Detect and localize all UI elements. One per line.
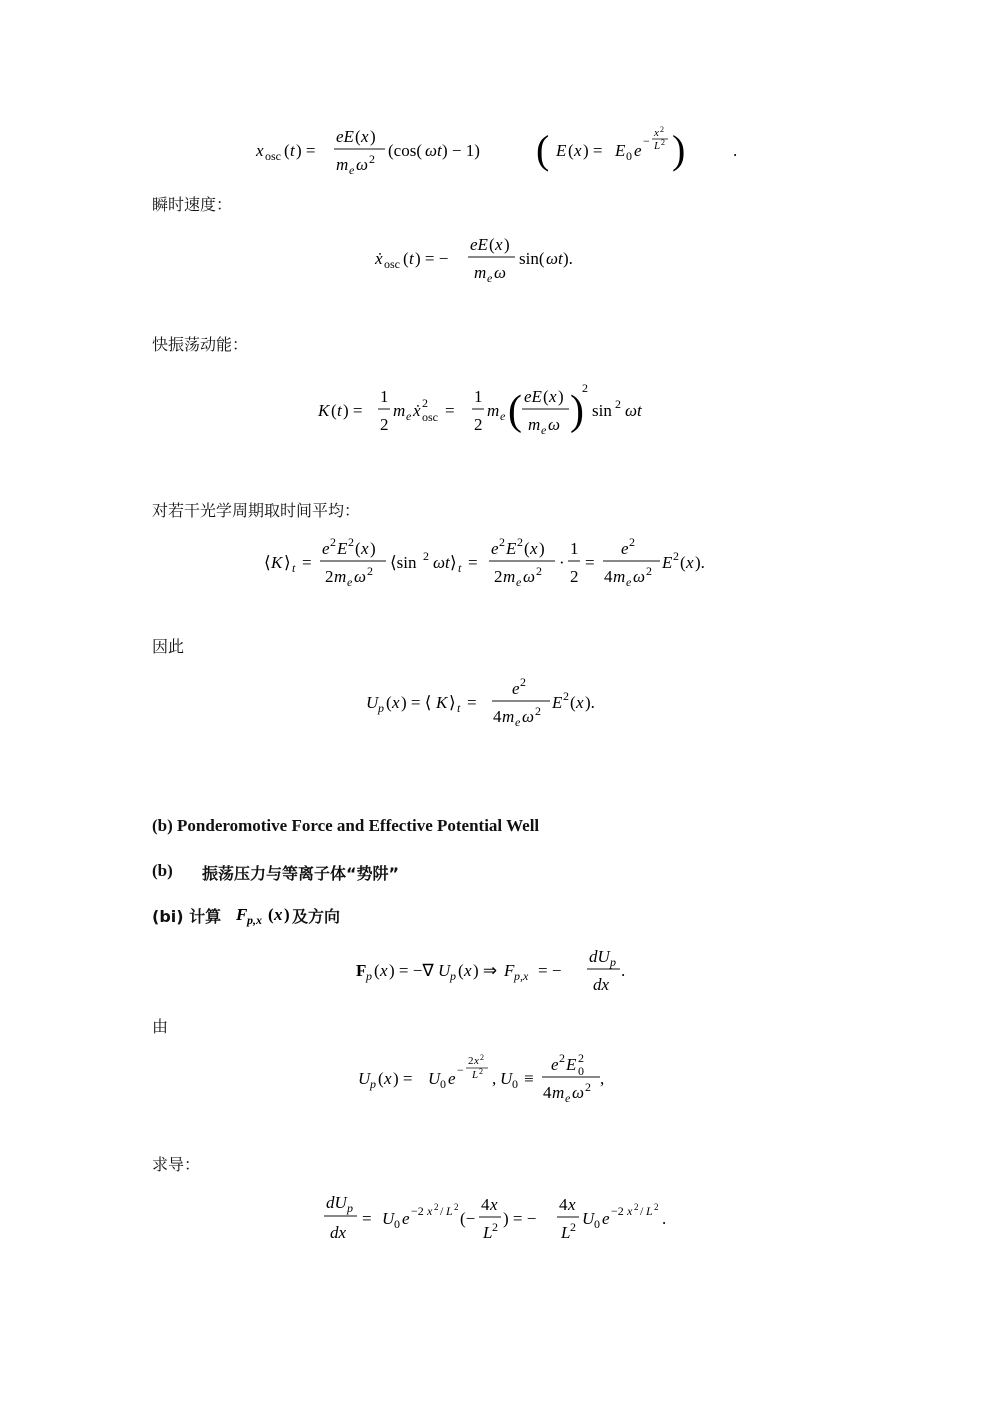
svg-text:2: 2: [660, 125, 664, 134]
svg-text:sin(: sin(: [519, 249, 545, 268]
svg-text:F: F: [236, 905, 248, 924]
svg-text:⟨: ⟨: [264, 553, 271, 572]
svg-text:−: −: [457, 1063, 464, 1077]
svg-text:t: t: [409, 249, 414, 268]
svg-text:2: 2: [480, 1053, 484, 1062]
svg-text:m: m: [528, 415, 541, 434]
svg-text:(: (: [268, 905, 274, 924]
svg-text:e: e: [322, 539, 330, 558]
svg-text:) =: ) =: [343, 401, 363, 420]
svg-text:/: /: [640, 1204, 644, 1218]
svg-text:2: 2: [348, 535, 354, 549]
svg-text:): ): [370, 127, 376, 146]
svg-text:2: 2: [492, 1220, 498, 1234]
svg-text:m: m: [552, 1083, 565, 1102]
svg-text:(: (: [331, 401, 337, 420]
svg-text:t: t: [337, 401, 342, 420]
svg-text:U: U: [358, 1069, 371, 1088]
svg-text:E: E: [552, 693, 563, 712]
svg-text:x: x: [427, 1204, 433, 1218]
svg-text:1: 1: [380, 387, 389, 406]
svg-text:): ): [558, 387, 564, 406]
svg-text:) =: ) =: [296, 141, 316, 160]
svg-text:m: m: [487, 401, 500, 420]
svg-text:(: (: [568, 141, 574, 160]
svg-text:osc: osc: [384, 257, 400, 271]
svg-text:(: (: [489, 235, 495, 254]
svg-text:F: F: [356, 961, 367, 980]
svg-text:/: /: [440, 1204, 444, 1218]
svg-text:ω: ω: [548, 415, 561, 434]
svg-text:2: 2: [479, 1067, 483, 1076]
svg-text:m: m: [502, 707, 515, 726]
svg-text:osc: osc: [265, 149, 281, 163]
svg-text:⟩: ⟩: [284, 553, 291, 572]
svg-text:x: x: [274, 905, 283, 924]
svg-text:.: .: [621, 961, 626, 980]
svg-text:) = −: ) = −: [415, 249, 449, 268]
svg-text:0: 0: [578, 1064, 584, 1078]
svg-text:e: e: [402, 1209, 410, 1228]
svg-text:e: e: [565, 1091, 571, 1105]
svg-text:2: 2: [422, 396, 428, 410]
svg-text:(: (: [374, 961, 380, 980]
equation-derivative: [0, 1186, 992, 1250]
equation-potential-gaussian: [0, 1048, 992, 1108]
heading-bi-suffix: 及方向: [292, 907, 341, 926]
svg-text:): ): [672, 127, 686, 172]
svg-text:x: x: [380, 961, 388, 980]
svg-text:2: 2: [582, 381, 588, 395]
svg-text:x: x: [686, 553, 694, 572]
svg-text:ω: ω: [494, 263, 507, 282]
svg-text:ẋ: ẋ: [375, 249, 383, 268]
svg-text:.: .: [662, 1209, 667, 1228]
svg-text:(: (: [355, 539, 361, 558]
svg-text:): ): [370, 539, 376, 558]
svg-text:U: U: [500, 1069, 513, 1088]
svg-text:E: E: [506, 539, 517, 558]
equation-velocity: [0, 228, 992, 288]
svg-text:L: L: [646, 1204, 653, 1218]
svg-text:ω: ω: [354, 567, 367, 586]
svg-text:L: L: [472, 1069, 479, 1081]
svg-text:(cos(: (cos(: [388, 141, 422, 160]
svg-text:e: e: [551, 1055, 559, 1074]
svg-text:x: x: [530, 539, 538, 558]
svg-text:2: 2: [536, 564, 542, 578]
svg-text:eE: eE: [524, 387, 542, 406]
svg-text:2: 2: [570, 567, 579, 586]
svg-text:2: 2: [629, 535, 635, 549]
svg-text:⟨sin: ⟨sin: [390, 553, 417, 572]
svg-text:2: 2: [454, 1202, 459, 1212]
svg-text:4: 4: [543, 1083, 552, 1102]
svg-text:x: x: [490, 1195, 498, 1214]
svg-text:2: 2: [634, 1202, 639, 1212]
svg-text:,: ,: [600, 1069, 605, 1088]
svg-text:(: (: [508, 388, 522, 434]
svg-text:F: F: [504, 961, 515, 980]
svg-text:U: U: [438, 961, 451, 980]
svg-text:2: 2: [494, 567, 503, 586]
svg-text:) = −: ) = −: [503, 1209, 537, 1228]
svg-text:): ): [284, 905, 290, 924]
svg-text:ẋ: ẋ: [413, 401, 421, 420]
svg-text:x: x: [576, 693, 584, 712]
svg-text:m: m: [393, 401, 406, 420]
svg-text:⟩: ⟩: [450, 553, 457, 572]
heading-b-english: (b) Ponderomotive Force and Effective Potential Well: [152, 816, 540, 835]
svg-text:(: (: [403, 249, 409, 268]
svg-text:1: 1: [570, 539, 579, 558]
svg-text:2: 2: [578, 1051, 584, 1065]
equation-force: [0, 942, 992, 998]
svg-text:U: U: [582, 1209, 595, 1228]
svg-text:ω: ω: [633, 567, 646, 586]
svg-text:ω: ω: [522, 707, 535, 726]
heading-bi-prefix: (bi) 计算: [152, 907, 222, 926]
svg-text:= −: = −: [538, 961, 562, 980]
svg-text:p: p: [610, 955, 616, 969]
svg-text:ω: ω: [572, 1083, 585, 1102]
svg-text:t: t: [458, 561, 462, 575]
svg-text:p,x: p,x: [514, 969, 529, 983]
svg-text:,: ,: [492, 1069, 497, 1088]
svg-text:E: E: [556, 141, 567, 160]
svg-text:p: p: [378, 701, 384, 715]
svg-text:=: =: [467, 693, 477, 712]
svg-text:e: e: [406, 409, 412, 423]
svg-text:(: (: [524, 539, 530, 558]
svg-text:) − 1): ) − 1): [442, 141, 480, 160]
svg-text:L: L: [446, 1204, 453, 1218]
svg-text:t: t: [290, 141, 295, 160]
svg-text:e: e: [602, 1209, 610, 1228]
svg-text:) =: ) =: [583, 141, 603, 160]
svg-text:L: L: [654, 140, 661, 152]
equation-x-osc: [0, 118, 992, 178]
svg-text:e: e: [448, 1069, 456, 1088]
svg-text:) ⇒: ) ⇒: [473, 961, 498, 980]
svg-text:U: U: [428, 1069, 441, 1088]
svg-text:0: 0: [394, 1217, 400, 1231]
svg-text:=: =: [445, 401, 455, 420]
svg-text:2: 2: [646, 564, 652, 578]
svg-text:−2: −2: [611, 1204, 624, 1218]
svg-text:ωt: ωt: [625, 401, 642, 420]
svg-text:1: 1: [474, 387, 483, 406]
svg-text:x: x: [392, 693, 400, 712]
svg-text:p,x: p,x: [247, 913, 262, 927]
svg-text:2: 2: [559, 1051, 565, 1065]
svg-text:U: U: [382, 1209, 395, 1228]
svg-text:).: ).: [585, 693, 595, 712]
svg-text:ωt: ωt: [546, 249, 563, 268]
svg-text:(: (: [680, 553, 686, 572]
svg-text:(: (: [355, 127, 361, 146]
svg-text:e: e: [626, 575, 632, 589]
svg-text:E: E: [662, 553, 673, 572]
svg-text:sin: sin: [592, 401, 612, 420]
svg-text:.: .: [733, 141, 738, 160]
svg-text:=: =: [362, 1209, 372, 1228]
svg-text:t: t: [292, 561, 296, 575]
svg-text:=: =: [585, 553, 595, 572]
svg-text:(: (: [543, 387, 549, 406]
svg-text:dU: dU: [589, 947, 610, 966]
svg-text:K: K: [318, 401, 330, 420]
svg-text:0: 0: [594, 1217, 600, 1231]
svg-text:) =: ) =: [393, 1069, 413, 1088]
label-from: 由: [152, 1017, 169, 1036]
svg-text:x: x: [256, 141, 264, 160]
svg-text:) = −∇: ) = −∇: [389, 961, 434, 980]
svg-text:): ): [504, 235, 510, 254]
svg-text:).: ).: [695, 553, 705, 572]
svg-text:2: 2: [570, 1220, 576, 1234]
svg-text:K: K: [436, 693, 448, 712]
heading-b-chinese-prefix: (b): [152, 861, 173, 880]
svg-text:m: m: [334, 567, 347, 586]
svg-text:x: x: [627, 1204, 633, 1218]
svg-text:2: 2: [380, 415, 389, 434]
svg-text:p: p: [450, 969, 456, 983]
svg-text:e: e: [487, 271, 493, 285]
svg-text:p: p: [347, 1201, 353, 1215]
svg-text:x: x: [495, 235, 503, 254]
svg-text:e: e: [500, 409, 506, 423]
svg-text:L: L: [561, 1223, 571, 1242]
label-derivative: 求导：: [152, 1155, 201, 1174]
svg-text:(: (: [536, 127, 550, 172]
equation-ponderomotive-potential: [0, 672, 992, 732]
svg-text:ωt: ωt: [433, 553, 450, 572]
svg-text:E: E: [337, 539, 348, 558]
svg-text:2: 2: [367, 564, 373, 578]
svg-text:x: x: [568, 1195, 576, 1214]
svg-text:2: 2: [369, 152, 375, 166]
svg-text:m: m: [474, 263, 487, 282]
svg-text:x: x: [474, 1055, 479, 1067]
svg-text:2: 2: [654, 1202, 659, 1212]
label-time-average: 对若干光学周期取时间平均：: [152, 501, 361, 520]
svg-text:(: (: [284, 141, 290, 160]
svg-text:x: x: [361, 539, 369, 558]
svg-text:x: x: [464, 961, 472, 980]
svg-text:4: 4: [559, 1195, 568, 1214]
svg-text:U: U: [366, 693, 379, 712]
svg-text:E: E: [566, 1055, 577, 1074]
svg-text:).: ).: [563, 249, 573, 268]
svg-text:E: E: [615, 141, 626, 160]
svg-text:2: 2: [468, 1055, 474, 1067]
svg-text:2: 2: [585, 1080, 591, 1094]
svg-text:ωt: ωt: [425, 141, 442, 160]
svg-text:=: =: [302, 553, 312, 572]
svg-text:0: 0: [512, 1077, 518, 1091]
svg-text:2: 2: [615, 397, 621, 411]
svg-text:m: m: [613, 567, 626, 586]
svg-text:x: x: [361, 127, 369, 146]
svg-text:4: 4: [604, 567, 613, 586]
svg-text:): ): [570, 388, 584, 434]
svg-text:2: 2: [330, 535, 336, 549]
svg-text:t: t: [457, 701, 461, 715]
svg-text:x: x: [574, 141, 582, 160]
svg-text:(: (: [378, 1069, 384, 1088]
svg-text:2: 2: [661, 138, 665, 147]
svg-text:e: e: [491, 539, 499, 558]
svg-text:x: x: [384, 1069, 392, 1088]
svg-text:2: 2: [563, 689, 569, 703]
svg-text:dU: dU: [326, 1193, 347, 1212]
svg-text:0: 0: [626, 149, 632, 163]
svg-text:⟩: ⟩: [449, 693, 456, 712]
svg-text:−2: −2: [411, 1204, 424, 1218]
svg-text:(: (: [386, 693, 392, 712]
svg-text:x: x: [654, 127, 659, 139]
svg-text:e: e: [515, 715, 521, 729]
svg-text:2: 2: [423, 549, 429, 563]
svg-text:(: (: [458, 961, 464, 980]
svg-text:dx: dx: [593, 975, 610, 994]
svg-text:eE: eE: [336, 127, 354, 146]
svg-text:m: m: [503, 567, 516, 586]
svg-text:) = ⟨: ) = ⟨: [401, 693, 432, 712]
svg-text:L: L: [483, 1223, 493, 1242]
svg-text:2: 2: [520, 675, 526, 689]
svg-text:e: e: [516, 575, 522, 589]
svg-text:(−: (−: [460, 1209, 476, 1228]
svg-text:e: e: [347, 575, 353, 589]
label-instant-velocity: 瞬时速度：: [152, 195, 233, 214]
svg-text:−: −: [643, 134, 650, 148]
svg-text:dx: dx: [330, 1223, 347, 1242]
svg-text:2: 2: [434, 1202, 439, 1212]
svg-text:e: e: [512, 679, 520, 698]
svg-text:=: =: [468, 553, 478, 572]
svg-text:0: 0: [440, 1077, 446, 1091]
svg-text:2: 2: [673, 549, 679, 563]
svg-text:e: e: [621, 539, 629, 558]
svg-text:x: x: [549, 387, 557, 406]
svg-text:2: 2: [325, 567, 334, 586]
svg-text:e: e: [349, 163, 355, 177]
equation-average: [0, 532, 992, 592]
svg-text:4: 4: [493, 707, 502, 726]
svg-text:2: 2: [499, 535, 505, 549]
svg-text:2: 2: [535, 704, 541, 718]
svg-text:m: m: [336, 155, 349, 174]
svg-text:≡: ≡: [524, 1069, 534, 1088]
label-therefore: 因此: [152, 637, 185, 656]
label-kinetic-energy: 快振荡动能：: [152, 335, 249, 354]
svg-text:4: 4: [481, 1195, 490, 1214]
svg-text:p: p: [366, 969, 372, 983]
svg-text:osc: osc: [422, 410, 438, 424]
svg-text:2: 2: [474, 415, 483, 434]
svg-text:p: p: [370, 1077, 376, 1091]
svg-text:e: e: [541, 423, 547, 437]
svg-text:K: K: [271, 553, 283, 572]
svg-text:e: e: [634, 141, 642, 160]
svg-text:): ): [539, 539, 545, 558]
svg-text:ω: ω: [523, 567, 536, 586]
svg-text:ω: ω: [356, 155, 369, 174]
svg-text:·: ·: [559, 553, 565, 572]
svg-text:eE: eE: [470, 235, 488, 254]
equation-kinetic: [0, 378, 992, 448]
svg-text:2: 2: [517, 535, 523, 549]
svg-text:(: (: [570, 693, 576, 712]
heading-b-chinese-title: 振荡压力与等离子体“势阱”: [202, 864, 400, 883]
